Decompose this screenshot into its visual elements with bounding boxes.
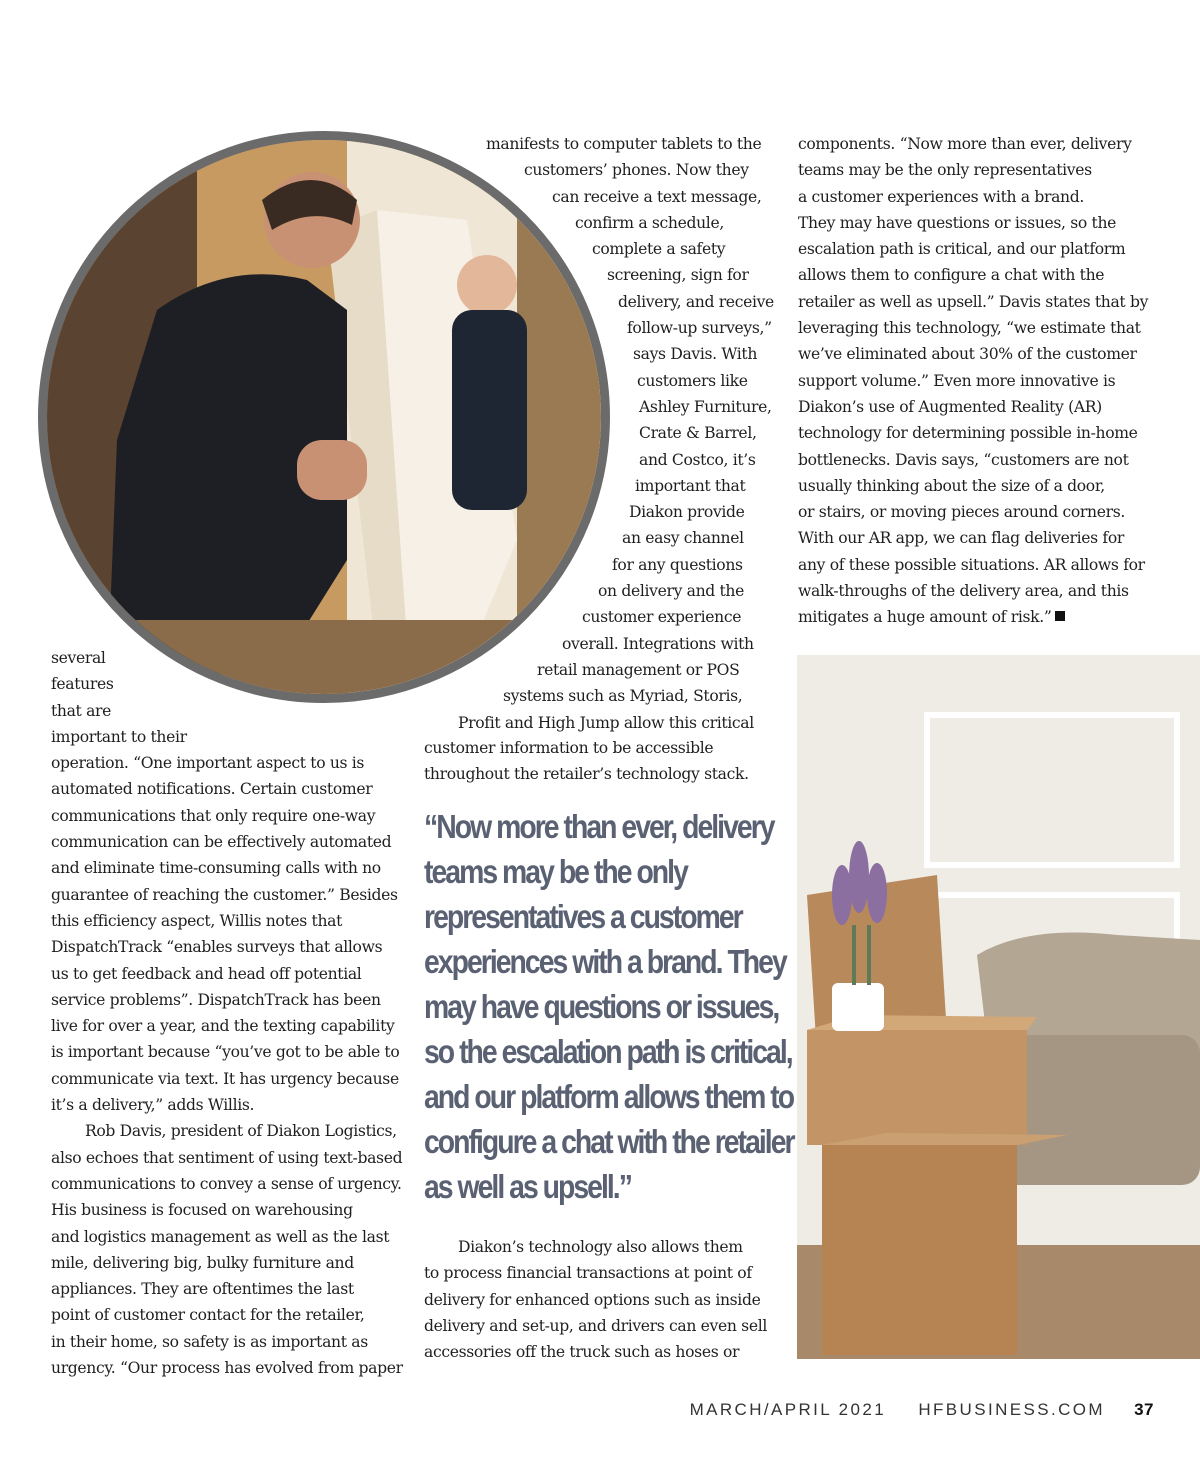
text-line: guarantee of reaching the customer.” Besides <box>51 885 398 904</box>
text-line: communications that only require one-way <box>51 806 376 825</box>
text-line: operation. “One important aspect to us is <box>51 754 365 773</box>
column-middle-bottom <box>424 1234 767 1365</box>
pull-quote-line: experiences with a brand. They <box>424 943 786 980</box>
text-line: important to their <box>51 727 187 746</box>
text-line: screening, sign for <box>607 266 749 285</box>
text-line: customers’ phones. Now they <box>524 161 749 180</box>
text-line: They may have questions or issues, so the <box>798 213 1117 232</box>
text-line: an easy channel <box>622 529 744 548</box>
text-line: a customer experiences with a brand. <box>798 187 1084 206</box>
column-middle-tail <box>424 735 749 788</box>
text-line: we’ve eliminated about 30% of the customer <box>798 345 1137 364</box>
text-line: this efficiency aspect, Willis notes that <box>51 911 342 930</box>
text-line: Rob Davis, president of Diakon Logistics, <box>85 1122 397 1141</box>
text-line: on delivery and the <box>598 582 744 601</box>
text-line: escalation path is critical, and our platform <box>798 240 1126 259</box>
text-line: components. “Now more than ever, delivery <box>798 135 1132 153</box>
text-line: With our AR app, we can flag deliveries for <box>798 529 1124 548</box>
text-line: for any questions <box>612 555 743 574</box>
text-line: usually thinking about the size of a door, <box>798 476 1105 495</box>
pull-quote-line: configure a chat with the retailer <box>424 1123 794 1160</box>
text-line: confirm a schedule, <box>575 213 724 232</box>
text-line: teams may be the only representatives <box>798 161 1092 180</box>
text-line: support volume.” Even more innovative is <box>798 371 1116 390</box>
text-line: to process financial transactions at point of <box>424 1264 752 1283</box>
text-line: several <box>51 649 106 667</box>
text-line: manifests to computer tablets to the <box>486 135 762 153</box>
text-line: Ashley Furniture, <box>639 397 772 416</box>
text-line: communication can be effectively automated <box>51 833 392 852</box>
text-line: says Davis. With <box>633 345 758 364</box>
text-line: live for over a year, and the texting capability <box>51 1017 395 1036</box>
pull-quote-line: may have questions or issues, <box>424 988 779 1025</box>
site-name: HFBUSINESS.COM <box>918 1400 1105 1419</box>
pull-quote-line: teams may be the only <box>424 853 687 890</box>
text-line: mitigates a huge amount of risk.” <box>798 608 1052 627</box>
pull-quote-line: and our platform allows them to <box>424 1078 794 1115</box>
pull-quote-line: so the escalation path is critical, <box>424 1033 792 1070</box>
text-line: His business is focused on warehousing <box>51 1201 353 1220</box>
text-line: retailer as well as upsell.” Davis states that by <box>798 292 1149 311</box>
page-footer <box>690 1400 1154 1420</box>
text-line: Diakon’s technology also allows them <box>458 1238 743 1256</box>
text-line: Diakon provide <box>629 503 745 522</box>
column-middle-wrap <box>400 131 864 736</box>
text-line: customers like <box>637 371 748 390</box>
moving-boxes-illustration <box>797 655 1200 1359</box>
end-mark-icon <box>1055 611 1065 621</box>
text-line: customer experience <box>582 608 742 627</box>
text-line: important that <box>635 476 746 495</box>
text-line: features <box>51 675 114 694</box>
text-line: Profit and High Jump allow this critical <box>458 713 754 732</box>
text-line: customer information to be accessible <box>424 739 714 757</box>
text-line: also echoes that sentiment of using text-based <box>51 1148 403 1167</box>
text-line: it’s a delivery,” adds Willis. <box>51 1096 255 1115</box>
text-line: in their home, so safety is as important as <box>51 1332 368 1351</box>
text-line: bottlenecks. Davis says, “customers are not <box>798 450 1129 469</box>
text-line: retail management or POS <box>537 660 740 679</box>
text-line: allows them to configure a chat with the <box>798 266 1105 285</box>
text-line: us to get feedback and head off potential <box>51 964 362 983</box>
text-line: overall. Integrations with <box>562 634 754 653</box>
text-line: delivery for enhanced options such as inside <box>424 1290 761 1309</box>
text-line: is important because “you’ve got to be able to <box>51 1043 400 1062</box>
column-left <box>51 645 403 1381</box>
text-line: DispatchTrack “enables surveys that allows <box>51 938 383 957</box>
text-line: point of customer contact for the retailer, <box>51 1306 365 1325</box>
text-line: and Costco, it’s <box>639 450 756 469</box>
pull-quote-line: “Now more than ever, delivery <box>424 808 774 845</box>
text-line: accessories off the truck such as hoses or <box>424 1343 740 1362</box>
text-line: or stairs, or moving pieces around corners. <box>798 503 1125 522</box>
text-line: communications to convey a sense of urgency. <box>51 1174 402 1193</box>
text-line: leveraging this technology, “we estimate that <box>798 319 1141 338</box>
column-right <box>798 131 1148 631</box>
issue-date: MARCH/APRIL 2021 <box>689 1400 887 1419</box>
pull-quote-line: representatives a customer <box>424 898 742 935</box>
text-line: complete a safety <box>592 240 726 259</box>
text-line: communicate via text. It has urgency because <box>51 1069 399 1088</box>
text-line: urgency. “Our process has evolved from paper <box>51 1359 403 1378</box>
text-line: any of these possible situations. AR allows for <box>798 555 1145 574</box>
text-line: can receive a text message, <box>552 187 762 206</box>
text-line: delivery, and receive <box>618 292 774 311</box>
text-line: throughout the retailer’s technology stack. <box>424 765 749 784</box>
text-line: service problems”. DispatchTrack has been <box>51 990 381 1009</box>
text-line: follow-up surveys,” <box>627 319 772 338</box>
text-line: systems such as Myriad, Storis, <box>503 687 743 706</box>
text-line-end <box>798 604 1148 630</box>
text-line: and logistics management as well as the last <box>51 1227 390 1246</box>
pull-quote <box>424 804 854 1209</box>
page-number: 37 <box>1134 1400 1154 1419</box>
text-line: Diakon’s use of Augmented Reality (AR) <box>798 397 1102 416</box>
moving-boxes-photo <box>797 655 1200 1359</box>
text-line: that are <box>51 701 112 720</box>
text-line: Crate & Barrel, <box>639 424 757 443</box>
text-line: delivery and set-up, and drivers can even sell <box>424 1316 767 1335</box>
text-line: mile, delivering big, bulky furniture and <box>51 1253 354 1272</box>
text-line: technology for determining possible in-home <box>798 424 1138 443</box>
text-line: and eliminate time-consuming calls with no <box>51 859 381 878</box>
text-line: automated notifications. Certain customer <box>51 780 373 799</box>
text-line: walk-throughs of the delivery area, and this <box>798 582 1129 601</box>
text-line: appliances. They are oftentimes the last <box>51 1280 354 1299</box>
pull-quote-line: as well as upsell.” <box>424 1168 631 1205</box>
